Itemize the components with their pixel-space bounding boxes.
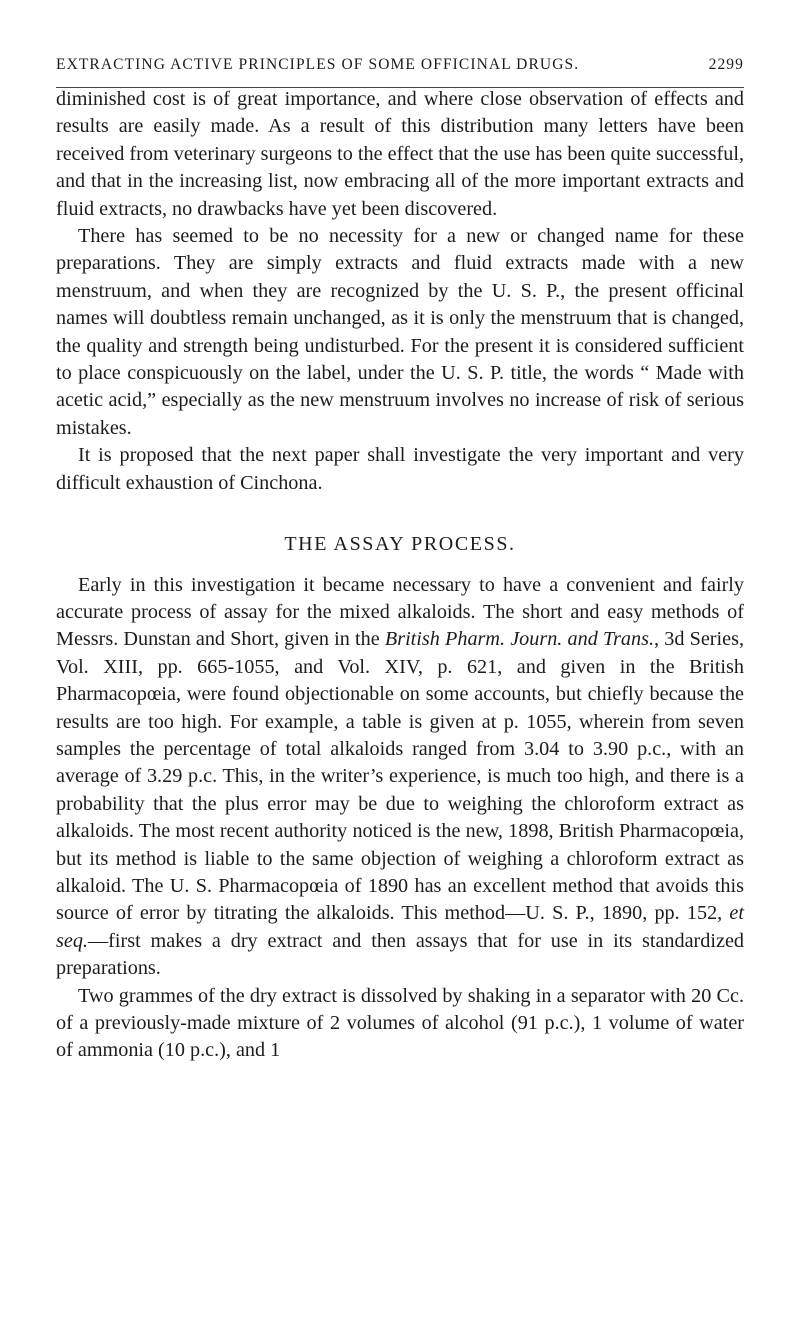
paragraph-3: It is proposed that the next paper shall investigate the very important and very difficult exhaustion of Cinchona.: [56, 444, 744, 494]
et-seq: et seq.: [56, 902, 744, 952]
page-number: 2299: [708, 56, 744, 73]
body-text: [56, 86, 744, 1065]
paragraph-5: Two grammes of the dry extract is dissolved by shaking in a separator with 20 Cc. of a previously-made mixture of 2 volumes of alcohol (91 p.c.), 1 volume of water of ammonia (10 p.c.), and 1: [56, 984, 744, 1062]
paragraph-4-part-c: —first makes a dry extract and then assays that for use in its standardized preparations.: [56, 929, 744, 980]
paragraph-2: There has seemed to be no necessity for a new or changed name for these preparations. They are simply extracts and fluid extracts made with a new menstruum, and when they are recognized by the U. S. P., the present officinal names will doubtless remain unchanged, as it is only the menstruum that is changed, the quality and strength being undisturbed. For the present it is considered sufficient to place conspicuously on the label, under the U. S. P. title, the words “ Made with acetic acid,” especially as the new menstruum involves no increase of risk of serious mistakes.: [56, 225, 744, 439]
paragraph-4-part-a: Early in this investigation it became necessary to have a convenient and fairly accurate process of assay for the mixed alkaloids. The short and easy methods of Messrs. Dunstan and Short, given in the: [56, 573, 744, 651]
paragraph-4-part-b: , 3d Series, Vol. XIII, pp. 665-1055, and Vol. XIV, p. 621, and given in the British Pharmacopœia, were found objectionable on some accounts, but chiefly because the results are too high. For example, a table is given at p. 1055, wherein from seven samples the percentage of total alkaloids ranged from 3.04 to 3.90 p.c., with an average of 3.29 p.c. This, in the writer’s experience, is much too high, and there is a probability that the plus error may be due to weighing the chloroform extract as alkaloids. The most recent authority noticed is the new, 1898, British Pharmacopœia, but its method is liable to the same objection of weighing a chloroform extract as alkaloid. The U. S. Pharmacopœia of 1890 has an excellent method that avoids this source of error by titrating the alkaloids. This method—U. S. P., 1890, pp. 152,: [56, 628, 744, 925]
journal-title: British Pharm. Journ. and Trans.: [384, 628, 655, 651]
paragraph-4: [56, 572, 744, 983]
running-head: [56, 56, 744, 74]
running-head-title: EXTRACTING ACTIVE PRINCIPLES OF SOME OFFICINAL DRUGS.: [56, 56, 580, 73]
section-heading: THE ASSAY PROCESS.: [284, 533, 516, 556]
paragraph-1: diminished cost is of great importance, and where close observation of effects and results are easily made. As a result of this distribution many letters have been received from veterinary surgeons to the effect that the use has been quite successful, and that in the increasing list, now embracing all of the more important extracts and fluid extracts, no drawbacks have yet been discovered.: [56, 88, 744, 220]
